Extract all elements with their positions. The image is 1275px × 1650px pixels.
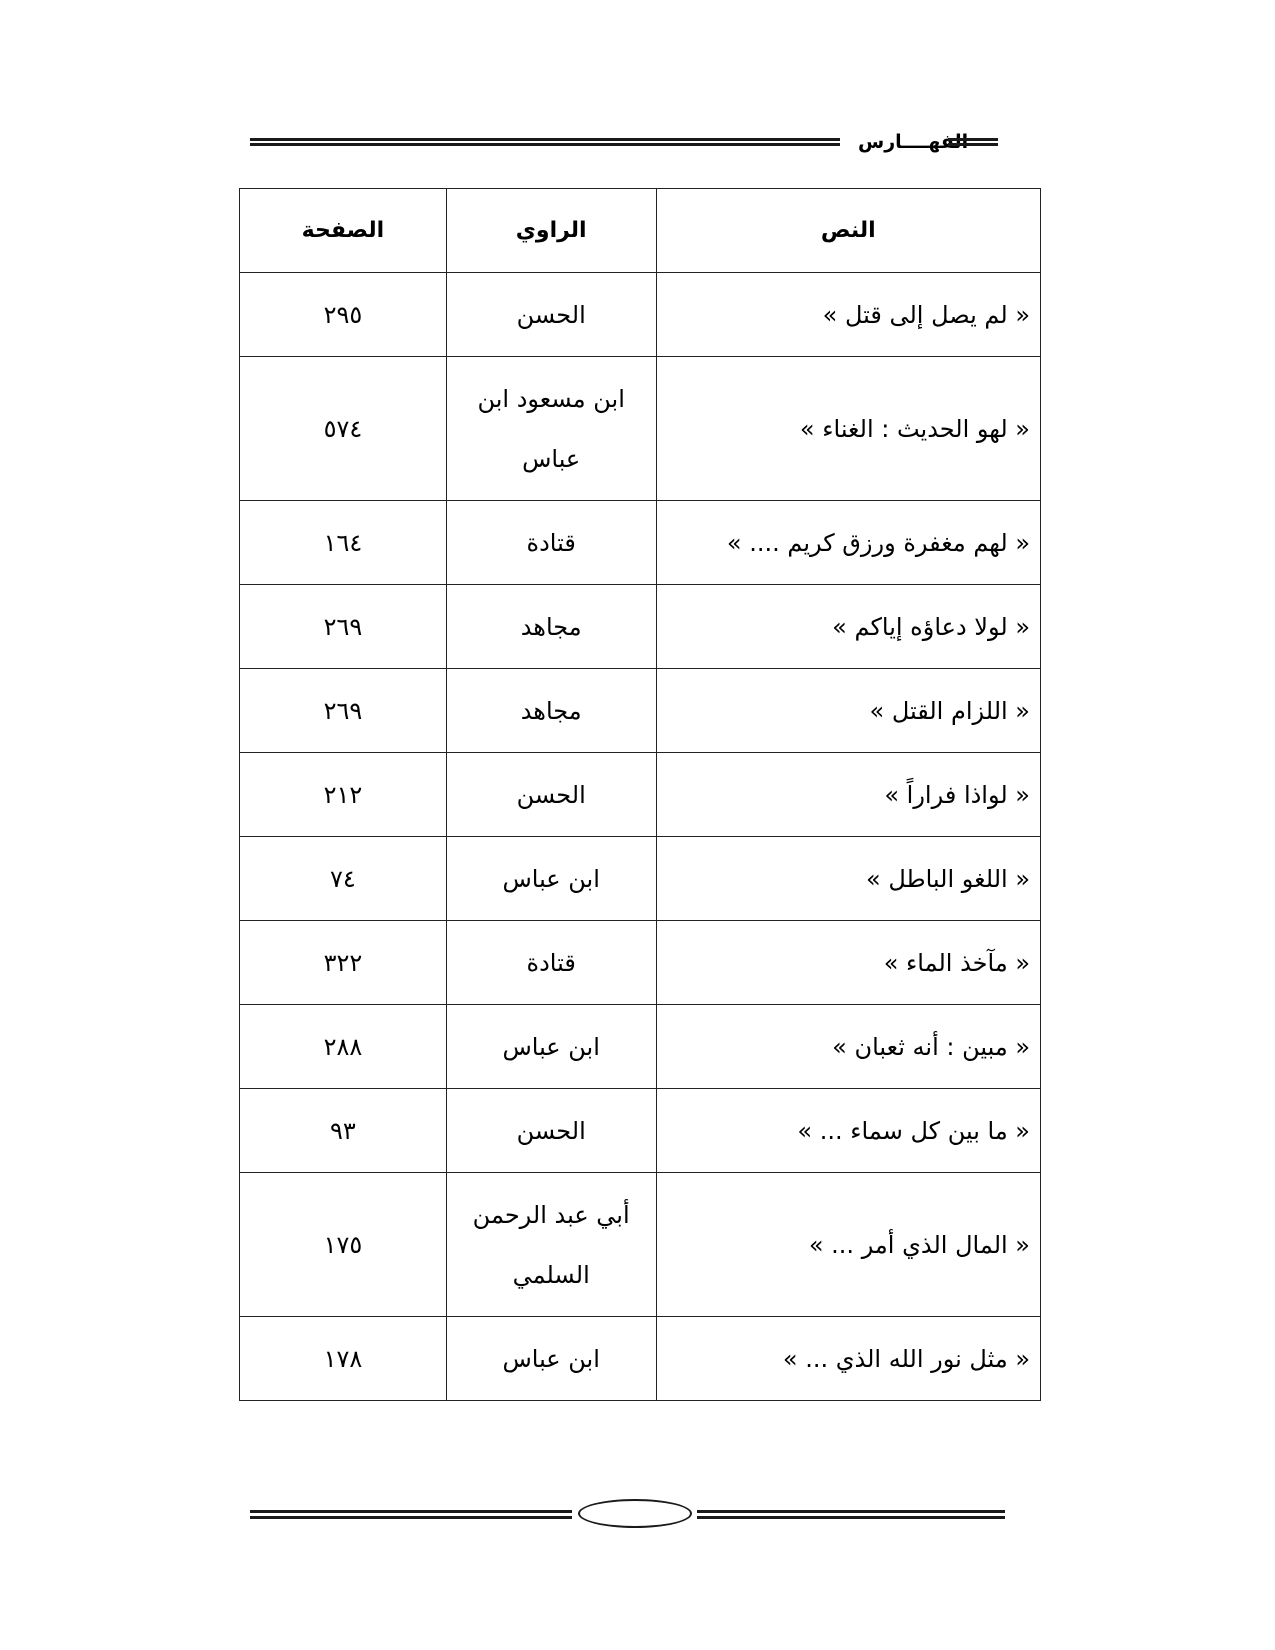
cell-text: « اللزام القتل » <box>656 669 1040 753</box>
cell-narrator <box>446 1089 656 1173</box>
table-row <box>240 921 1041 1005</box>
narrator-line: أبي عبد الرحمن <box>472 1200 630 1229</box>
narrator-line: ابن مسعود ابن <box>477 384 625 413</box>
cell-text: « لهم مغفرة ورزق كريم .... » <box>656 501 1040 585</box>
cell-page: ٣٢٢ <box>240 921 447 1005</box>
cell-page: ٢٦٩ <box>240 669 447 753</box>
cell-text: « ما بين كل سماء ... » <box>656 1089 1040 1173</box>
table-row <box>240 585 1041 669</box>
footer-rule-left <box>250 1510 572 1519</box>
page-number-oval <box>578 1499 692 1528</box>
index-table <box>239 188 1041 1401</box>
cell-page: ٥٧٤ <box>240 357 447 501</box>
footer-rule-right <box>697 1510 1005 1519</box>
cell-page: ٢٩٥ <box>240 273 447 357</box>
cell-page: ٩٣ <box>240 1089 447 1173</box>
header-text: النص <box>656 189 1040 273</box>
narrator-line: الحسن <box>516 780 586 809</box>
narrator-line: ابن عباس <box>502 864 600 893</box>
table-row <box>240 273 1041 357</box>
cell-narrator <box>446 357 656 501</box>
cell-narrator <box>446 669 656 753</box>
narrator-line: قتادة <box>526 528 576 557</box>
narrator-line: ابن عباس <box>502 1344 600 1373</box>
narrator-line: الحسن <box>516 1116 586 1145</box>
cell-narrator <box>446 273 656 357</box>
cell-text: « مثل نور الله الذي ... » <box>656 1317 1040 1401</box>
table-body <box>240 273 1041 1401</box>
narrator-line: مجاهد <box>520 612 582 641</box>
cell-page: ١٦٤ <box>240 501 447 585</box>
narrator-line: السلمي <box>512 1260 590 1289</box>
running-header-title: الفهــــارس <box>858 131 969 153</box>
table-row <box>240 1173 1041 1317</box>
header-rule-left <box>250 138 840 146</box>
cell-page: ٢١٢ <box>240 753 447 837</box>
cell-text: « لهو الحديث : الغناء » <box>656 357 1040 501</box>
header-page: الصفحة <box>240 189 447 273</box>
cell-narrator <box>446 753 656 837</box>
cell-narrator <box>446 585 656 669</box>
cell-narrator <box>446 837 656 921</box>
cell-narrator <box>446 1317 656 1401</box>
table-row <box>240 357 1041 501</box>
header-rule-right <box>948 138 998 146</box>
narrator-line: مجاهد <box>520 696 582 725</box>
cell-text: « مبين : أنه ثعبان » <box>656 1005 1040 1089</box>
table-row <box>240 1089 1041 1173</box>
cell-text: « المال الذي أمر ... » <box>656 1173 1040 1317</box>
cell-text: « مآخذ الماء » <box>656 921 1040 1005</box>
cell-narrator <box>446 1005 656 1089</box>
header-narrator: الراوي <box>446 189 656 273</box>
cell-page: ٢٦٩ <box>240 585 447 669</box>
table-row <box>240 501 1041 585</box>
table-header-row <box>240 189 1041 273</box>
narrator-line: الحسن <box>516 300 586 329</box>
narrator-line: ابن عباس <box>502 1032 600 1061</box>
cell-page: ١٧٨ <box>240 1317 447 1401</box>
cell-narrator <box>446 1173 656 1317</box>
cell-text: « لولا دعاؤه إياكم » <box>656 585 1040 669</box>
narrator-line: عباس <box>522 444 581 473</box>
narrator-line: قتادة <box>526 948 576 977</box>
table-row <box>240 837 1041 921</box>
table-row <box>240 1005 1041 1089</box>
table-row <box>240 753 1041 837</box>
cell-text: « اللغو الباطل » <box>656 837 1040 921</box>
cell-text: « لواذا فراراً » <box>656 753 1040 837</box>
cell-narrator <box>446 921 656 1005</box>
cell-narrator <box>446 501 656 585</box>
cell-page: ٢٨٨ <box>240 1005 447 1089</box>
table-row <box>240 1317 1041 1401</box>
cell-page: ١٧٥ <box>240 1173 447 1317</box>
cell-page: ٧٤ <box>240 837 447 921</box>
table-row <box>240 669 1041 753</box>
cell-text: « لم يصل إلى قتل » <box>656 273 1040 357</box>
